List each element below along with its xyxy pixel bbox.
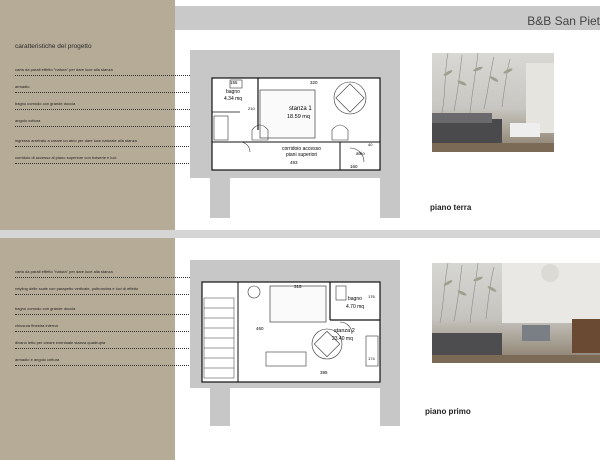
- header-title: B&B San Piet: [527, 14, 600, 28]
- note-ground-1: carta da parati effetto "natura" per dare luce alla stanza: [15, 67, 113, 72]
- note-first-4: chiusura finestra interna: [15, 323, 58, 328]
- dim-label: 210: [248, 106, 255, 111]
- stanza-name: stanza 2: [334, 328, 355, 334]
- ground-floor-plan: [190, 50, 410, 220]
- ground-floor-render: [432, 53, 554, 152]
- section-title: caratteristiche del progetto: [15, 43, 92, 50]
- note-first-6: armadio e angolo cottura: [15, 357, 60, 362]
- leader-line: [15, 146, 215, 147]
- section-divider: [0, 230, 600, 238]
- bagno-area: 4.70 mq: [346, 304, 365, 310]
- bagno-area: 4.34 mq: [224, 96, 243, 102]
- first-floor-render: [432, 263, 600, 363]
- dim-label: 493: [290, 160, 298, 165]
- dim-label: 460: [256, 326, 264, 331]
- render-illustration: [432, 53, 554, 152]
- dim-label: 176: [368, 294, 375, 299]
- stanza-area: 18.59 mq: [287, 114, 310, 120]
- dim-label: 320: [310, 80, 318, 85]
- leader-line: [15, 365, 215, 366]
- dim-label: 395: [320, 370, 328, 375]
- note-ground-3: bagno comodo con grande doccia: [15, 101, 76, 106]
- leader-line: [15, 331, 215, 332]
- stanza-name: stanza 1: [289, 106, 312, 112]
- render-illustration: [432, 263, 600, 363]
- dim-label: 40: [368, 142, 373, 147]
- bagno-name: bagno: [226, 89, 240, 95]
- dim-label: 315: [294, 284, 302, 289]
- note-ground-4: angolo cottura: [15, 118, 41, 123]
- ground-floor-label: piano terra: [430, 203, 472, 212]
- first-floor-label: piano primo: [425, 407, 471, 416]
- atrio-label: atrio: [356, 151, 365, 156]
- header-band: [175, 6, 600, 30]
- corridor-label-1: corridoio accesso: [282, 146, 321, 152]
- dim-label: 160: [350, 164, 358, 169]
- note-ground-5: ingresso arretrato a creare un atrio per dare luce naturale alla stanza: [15, 138, 137, 143]
- note-first-2: retyling delle scale con parapetto verticale, poltroncina e luci di effetto: [15, 286, 139, 291]
- note-first-5: divano letto per creare eventuale stanza quadrupla: [15, 340, 106, 345]
- first-floor-plan: [190, 260, 410, 430]
- corridor-label-2: piani superiori: [286, 152, 318, 158]
- stanza-area: 23.40 mq: [332, 336, 353, 342]
- bagno-name: bagno: [348, 296, 362, 302]
- note-first-3: bagno comodo con grande doccia: [15, 306, 76, 311]
- dim-label: 155: [230, 80, 238, 85]
- dim-label: 174: [368, 356, 375, 361]
- note-first-1: carta da parati effetto "natura" per dare luce alla stanza: [15, 269, 113, 274]
- note-ground-6: corridoio di accesso al piano superiore con boiserie e luci: [15, 155, 117, 160]
- note-ground-2: armadio: [15, 84, 30, 89]
